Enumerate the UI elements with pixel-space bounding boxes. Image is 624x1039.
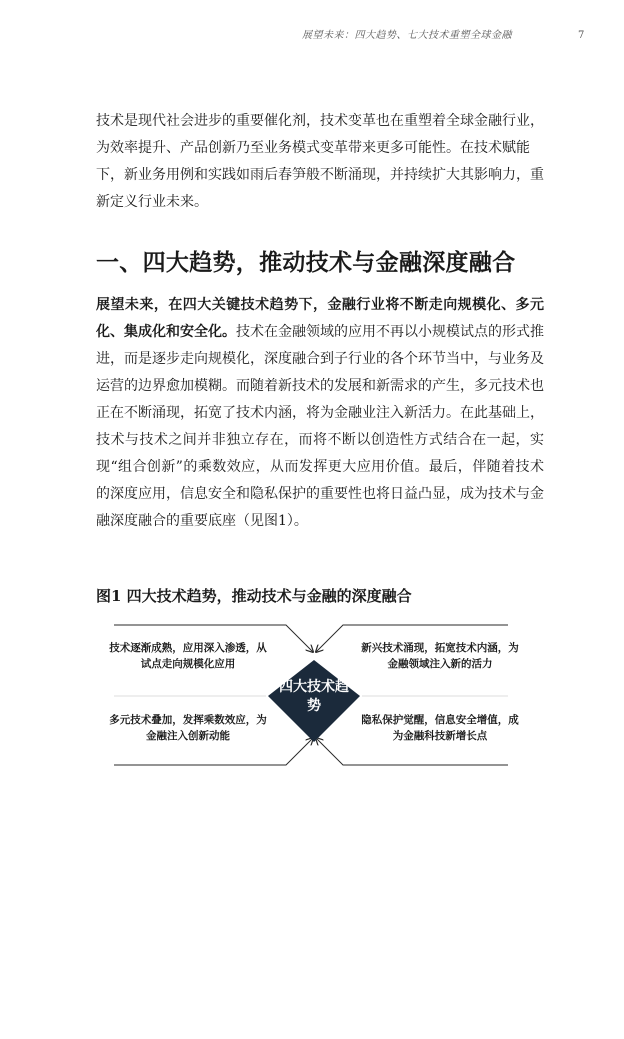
page-number: 7 (578, 30, 585, 41)
trend-top-right: 新兴技术涌现，拓宽技术内涵，为金融领域注入新的活力 (361, 642, 519, 670)
trend-diagram (108, 618, 520, 774)
section-body: 技术在金融领域的应用不再以小规模试点的形式推进，而是逐步走向规模化，深度融合到子行业的各个环节当中，与业务及运营的边界愈加模糊。而随着新技术的发展和新需求的产生，多元技术也正在不断涌现，拓宽了技术内涵，将为金融业注入新活力。在此基础上，技术与技术之间并非独立存在，而将不断以创造性方式结合在一起，实现“组合创新”的乘数效应，从而发挥更大应用价值。最后，伴随着技术的深度应用，信息安全和隐私保护的重要性也将日益凸显，成为技术与金融深度融合的重要底座（见图1）。 (96, 324, 544, 529)
trend-bottom-left: 多元技术叠加，发挥乘数效应，为金融注入创新动能 (109, 714, 267, 742)
header-title: 展望未来：四大趋势、七大技术重塑全球金融 (302, 30, 512, 41)
figure-title: 图1 四大技术趋势，推动技术与金融的深度融合 (96, 587, 412, 605)
section-paragraph (96, 292, 544, 535)
intro-paragraph: 技术是现代社会进步的重要催化剂，技术变革也在重塑着全球金融行业，为效率提升、产品创新乃至业务模式变革带来更多可能性。在技术赋能下，新业务用例和实践如雨后春笋般不断涌现，并持续扩大其影响力，重新定义行业未来。 (96, 113, 544, 210)
section-heading: 一、四大趋势，推动技术与金融深度融合 (96, 249, 516, 276)
section-lead: 展望未来，在四大关键技术趋势下，金融行业将不断走向规模化、多元化、集成化和安全化。 (96, 297, 544, 340)
trend-bottom-right: 隐私保护觉醒，信息安全增值，成为金融科技新增长点 (361, 714, 519, 742)
trend-top-left: 技术逐渐成熟，应用深入渗透，从试点走向规模化应用 (109, 642, 267, 670)
center-label: 四大技术趋势 (279, 679, 349, 714)
